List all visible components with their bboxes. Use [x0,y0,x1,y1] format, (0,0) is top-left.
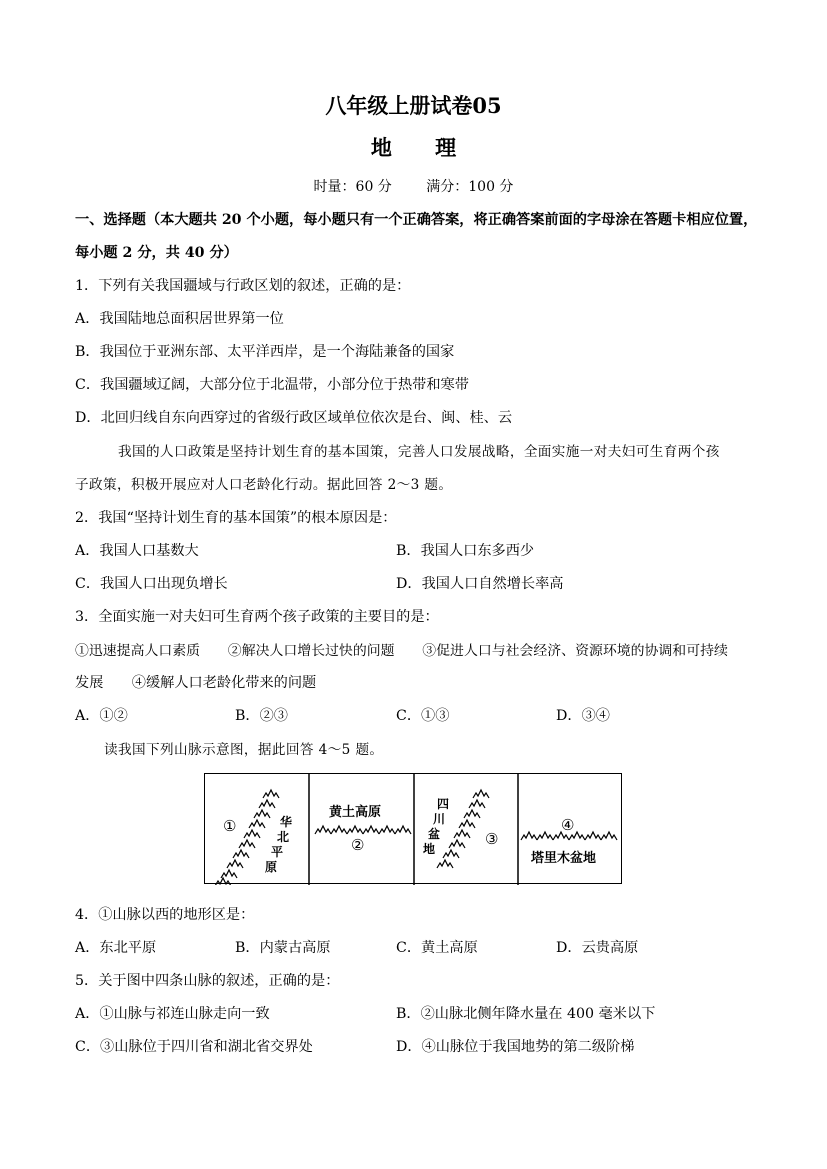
q5-option-d: D．④山脉位于我国地势的第二级阶梯 [396,1039,635,1055]
diagram-svg [205,774,623,885]
q4-options-row [0,937,827,957]
label-loess-plateau: 黄土高原 [329,805,382,820]
q1-stem: 1．下列有关我国疆域与行政区划的叙述，正确的是： [75,278,411,294]
q2-option-a: A．我国人口基数大 [75,543,199,559]
mountain-range-diagram [204,773,622,884]
q2-option-b: B．我国人口东多西少 [396,543,535,559]
q2-option-d: D．我国人口自然增长率高 [396,576,564,592]
label-char: 地 [423,842,436,856]
label-char: 四 [437,797,450,811]
label-char: 川 [433,812,446,826]
q5-option-b: B．②山脉北侧年降水量在 400 毫米以下 [396,1006,656,1022]
q1-option-d: D．北回归线自东向西穿过的省级行政区域单位依次是台、闽、桂、云 [75,410,513,426]
passage1-line2: 子政策，积极开展应对人口老龄化行动。据此回答 2～3 题。 [75,477,453,493]
label-tarim-basin: 塔里木盆地 [531,851,597,866]
q5-option-a: A．①山脉与祁连山脉走向一致 [75,1006,270,1022]
q3-options-row [0,705,827,725]
label-char: 平 [271,845,284,859]
label-north-china-plain [265,814,292,874]
q1-option-a: A．我国陆地总面积居世界第一位 [75,311,284,327]
q5-options-row2 [0,1036,827,1056]
exam-meta [0,176,827,196]
q4-option-a: A．东北平原 [75,940,157,956]
q4-option-c: C．黄土高原 [396,940,478,956]
label-num-3: ③ [485,830,499,848]
time-limit: 时量：60 分 [313,179,392,195]
q2-stem: 2．我国“坚持计划生育的基本国策”的根本原因是： [75,510,397,526]
q2-options-row1 [0,540,827,560]
q2-option-c: C．我国人口出现负增长 [75,576,228,592]
label-char: 原 [265,860,278,874]
q3-items-line1: ①迅速提高人口素质 ②解决人口增长过快的问题 ③促进人口与社会经济、资源环境的协调和可持续 [75,643,728,659]
q5-stem: 5．关于图中四条山脉的叙述，正确的是： [75,973,340,989]
q3-option-a: A．①② [75,708,128,724]
exam-title: 八年级上册试卷05 [325,93,502,118]
mountain-range-2 [315,826,411,834]
q5-option-c: C．③山脉位于四川省和湖北省交界处 [75,1039,313,1055]
section-heading-line1: 一、选择题（本大题共 20 个小题，每小题只有一个正确答案，将正确答案前面的字母涂在答题卡相应位置， [75,212,758,228]
full-score: 满分：100 分 [426,179,514,195]
section-heading-line2: 每小题 2 分，共 40 分） [75,245,238,261]
q5-options-row1 [0,1003,827,1023]
q2-options-row2 [0,573,827,593]
label-num-4: ④ [561,816,575,834]
subject-title: 地 理 [370,135,475,160]
q1-option-b: B．我国位于亚洲东部、太平洋西岸，是一个海陆兼备的国家 [75,344,455,360]
q3-stem: 3．全面实施一对夫妇可生育两个孩子政策的主要目的是： [75,609,439,625]
label-num-2: ② [351,836,365,854]
q3-option-d: D．③④ [556,708,610,724]
label-num-1: ① [223,817,237,835]
q3-items-line2: 发展 ④缓解人口老龄化带来的问题 [75,675,317,691]
label-char: 华 [280,815,293,829]
label-char: 北 [277,830,290,844]
label-char: 盆 [428,827,441,841]
q3-option-b: B．②③ [235,708,288,724]
passage2: 读我国下列山脉示意图，据此回答 4～5 题。 [104,742,384,758]
q4-stem: 4．①山脉以西的地形区是： [75,907,255,923]
label-sichuan-basin [423,797,449,856]
q3-option-c: C．①③ [396,708,450,724]
q1-option-c: C．我国疆域辽阔，大部分位于北温带，小部分位于热带和寒带 [75,377,469,393]
passage1-line1: 我国的人口政策是坚持计划生育的基本国策，完善人口发展战略，全面实施一对夫妇可生育两个孩 [118,444,720,460]
q4-option-b: B．内蒙古高原 [235,940,331,956]
q4-option-d: D．云贵高原 [556,940,639,956]
